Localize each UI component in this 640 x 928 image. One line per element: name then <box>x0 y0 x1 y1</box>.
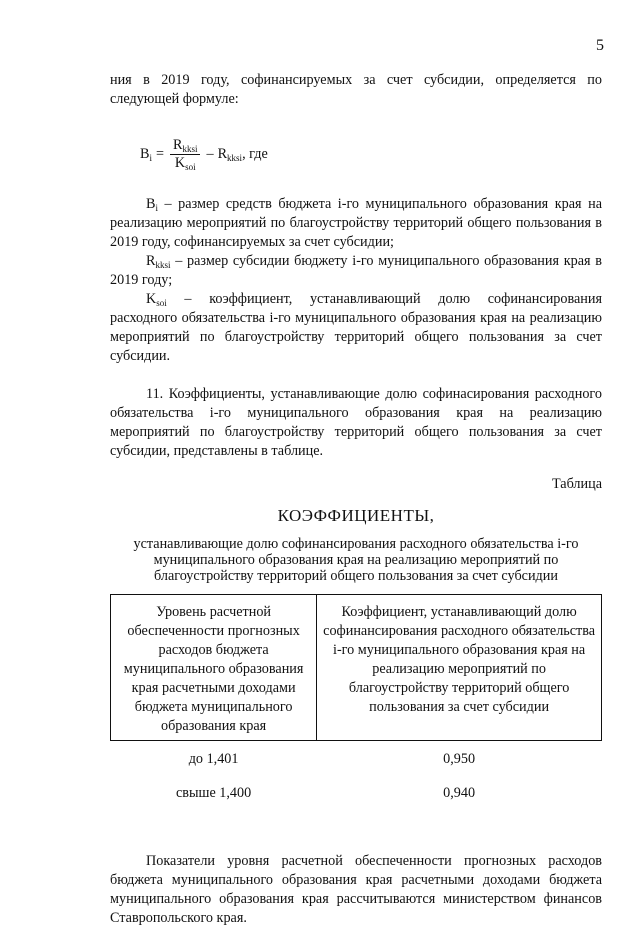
table-header-row <box>111 595 602 741</box>
table-cell: свыше 1,400 <box>176 784 252 801</box>
formula-numerator: $R_{kksi}$ <box>170 138 200 155</box>
page-number: 5 <box>596 37 604 54</box>
paragraph-11: 11. Коэффициенты, устанавливающие долю софинасирования расходного обязательства i-го муниципального образования края на реализацию мероприятий по благоустройству территорий общего пользования за счет субсидии, представлены в таблице. <box>110 386 602 459</box>
definition-item: $B_i$ – размер средств бюджета i-го муниципального образования края на реализацию мероприятий по благоустройству территорий общего пользования в 2019 году, софинансируемых за счет субсидии; <box>110 196 602 250</box>
table-cell: до 1,401 <box>188 750 239 767</box>
definition-item: $K_{soi}$ – коэффициент, устанавливающий долю софинансирования расходного обязательства i-го муниципального образования края на реализацию мероприятий по благоустройству территорий общего пользования за счет субсидии. <box>110 291 602 364</box>
table-row <box>111 741 602 771</box>
formula-term: $R_{kksi}$ <box>217 146 243 163</box>
definitions <box>110 195 602 366</box>
table-header-cell: Коэффициент, устанавливающий долю софинансирования расходного обязательства i-го муниципального образования края на реализацию мероприятий по благоустройству территорий общего пользования за счет субсидии <box>317 595 602 741</box>
formula-tail: , где <box>242 146 268 162</box>
coefficients-table <box>110 594 602 803</box>
formula-denominator: $K_{soi}$ <box>174 155 196 172</box>
formula-fraction <box>170 138 200 171</box>
table-cell: 0,950 <box>443 750 476 767</box>
table-cell: 0,940 <box>443 784 476 801</box>
table-header-cell: Уровень расчетной обеспеченности прогнозных расходов бюджета муниципального образования края расчетными доходами бюджета муниципального образования края <box>111 595 317 741</box>
table-label: Таблица <box>551 476 602 492</box>
formula-minus: – <box>206 146 214 162</box>
closing-paragraph: Показатели уровня расчетной обеспеченности прогнозных расходов бюджета муниципального образования края расчетными доходами бюджета муниципального образования края рассчитываются министерством финансов Ставропольского края. <box>110 853 602 926</box>
table-title: КОЭФФИЦИЕНТЫ, <box>277 506 435 525</box>
formula <box>140 138 602 171</box>
intro-paragraph: ния в 2019 году, софинансируемых за счет субсидии, определяется по следующей формуле: <box>110 72 602 107</box>
table-row <box>111 770 602 803</box>
formula-lhs: $B_i$ <box>140 146 152 163</box>
table-subtitle: устанавливающие долю софинансирования расходного обязательства i-го муниципального образования края на реализацию мероприятий по благоустройству территорий общего пользования за счет субсидии <box>133 536 579 584</box>
document-body <box>110 71 602 928</box>
formula-equals: = <box>155 146 164 162</box>
definition-item: $R_{kksi}$ – размер субсидии бюджету i-го муниципального образования края в 2019 году; <box>110 253 602 288</box>
